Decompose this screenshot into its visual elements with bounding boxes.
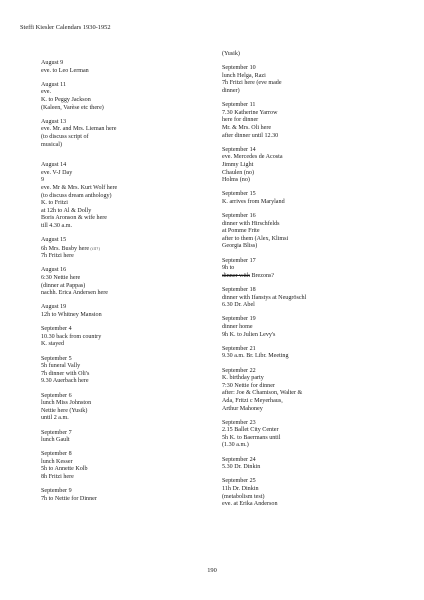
entry-line: musical) (41, 141, 62, 148)
calendar-entry (222, 287, 402, 310)
entry-line: eve. at Erika Anderson (222, 501, 278, 508)
entry-date: September 21 (222, 345, 256, 352)
entry-line: Holms (no) (222, 177, 250, 184)
entry-line: lunch Helga, Razi (222, 72, 266, 79)
entry-line: 5h to Annette Kolb (41, 466, 88, 473)
calendar-entry (222, 457, 402, 472)
calendar-entry (222, 368, 402, 414)
entry-line: 9h to (222, 265, 235, 272)
entry-line: dinner with Brezons? (222, 272, 275, 279)
entry-line: Arthur Mahoney (222, 405, 263, 412)
calendar-entry (41, 237, 221, 261)
entry-line: (dinner at Pappas) (41, 282, 86, 289)
entry-date: September 11 (222, 102, 256, 109)
calendar-entry (222, 316, 402, 339)
entry-date: August 19 (41, 304, 67, 311)
entry-line: 11h Dr. Dinkin (222, 486, 259, 493)
entry-line: 6:30 Nettie here (41, 275, 81, 282)
right-column (222, 51, 402, 515)
calendar-entry (41, 356, 221, 386)
entry-date: September 16 (222, 213, 256, 220)
entry-date: September 5 (41, 355, 72, 362)
entry-line: dinner home (222, 323, 253, 330)
entry-line: Nettie here (Yusik) (41, 407, 88, 414)
entry-line: Boris Aronson & wife here (41, 215, 108, 222)
entry-date: September 18 (222, 287, 256, 293)
entry-line: K. birthday party (222, 375, 264, 382)
entry-line: nachh. Erica Andersen here (41, 290, 108, 297)
entry-line: dinner with Ifanstys at Neugröschl (222, 294, 307, 301)
entry-line: K. to Fritzi (41, 200, 68, 207)
entry-line: dinner with Hirschfelds (222, 220, 280, 227)
calendar-entry (41, 430, 221, 445)
entry-line: eve. Mr & Mrs. Kurt Wolf here (41, 184, 118, 191)
entry-line: (metabolism test) (222, 493, 265, 500)
calendar-entry (41, 119, 221, 149)
entry-date: September 22 (222, 367, 256, 374)
entry-line: K. arrives from Maryland (222, 198, 285, 205)
calendar-entry (222, 213, 402, 251)
calendar-entry (41, 60, 221, 75)
entry-date: September 10 (222, 65, 256, 72)
entry-line: 7h dinner with Oli's (41, 370, 90, 377)
entry-line: (Kaleen, Varèse etc there) (41, 104, 104, 111)
entry-line: 9.30 a.m. Br. Libr. Meeting (222, 353, 289, 360)
left-column (41, 60, 221, 510)
entry-date: September 17 (222, 257, 256, 264)
entry-line: Ada, Fritzi c Meyerhaus, (222, 397, 283, 404)
entry-date: August 13 (41, 118, 67, 125)
entry-date: August 15 (41, 237, 67, 244)
entry-line: 5h K. to Baermans until (222, 434, 281, 441)
entry-date: September 6 (41, 392, 72, 399)
entry-line: K. stayed (41, 341, 65, 348)
entry-line: until 2 a.m. (41, 415, 69, 422)
entry-line: (to discuss script of (41, 133, 89, 140)
margin-note: (ill?) (89, 245, 101, 251)
entry-date: (Yusik) (222, 51, 240, 57)
entry-line: 7.30 Katherine Yarrow (222, 109, 278, 116)
entry-line: 2.15 Ballet City Center (222, 427, 279, 434)
entry-line: lunch Miss Johnston (41, 400, 92, 407)
calendar-entry (222, 65, 402, 95)
entry-line: here for dinner (222, 117, 259, 124)
calendar-entry (41, 304, 221, 319)
entry-line: 10.30 back from country (41, 333, 102, 340)
entry-line: 8h Fritzi here (41, 474, 74, 481)
entry-line: Georgia Bliss) (222, 243, 258, 250)
calendar-entry (41, 82, 221, 112)
entry-date: September 4 (41, 326, 72, 333)
entry-line: eve. to Leo Lerman (41, 67, 89, 74)
calendar-entry (222, 51, 402, 59)
entry-line: 7h Fritzi here (41, 253, 74, 260)
page-header: Steffi Kiesler Calendars 1930-1952 (20, 24, 111, 31)
entry-line: 7h Fritzi here (eve made (222, 80, 282, 87)
entry-line: at 12h to Al & Dolly (41, 207, 92, 214)
entry-line: eve. V-J Day (41, 169, 73, 176)
entry-line: after to them (Alex, Klimsi (222, 235, 289, 242)
entry-date: August 9 (41, 60, 64, 66)
calendar-entry (41, 267, 221, 297)
entry-date: September 7 (41, 429, 72, 436)
entry-line: after: Joe & Chamison, Walter & (222, 390, 303, 397)
calendar-entry (41, 162, 221, 230)
entry-line: 6h Mrs. Busby here (ill?) (41, 245, 101, 252)
entry-line: 9 (41, 177, 45, 184)
entry-line: eve. (41, 89, 51, 96)
calendar-entry (222, 346, 402, 361)
entry-line: Jimmy Light (222, 161, 254, 168)
calendar-entry (222, 147, 402, 185)
entry-line: till 4.30 a.m. (41, 222, 72, 229)
entry-line: (1.30 a.m.) (222, 442, 249, 449)
entry-date: August 11 (41, 81, 66, 88)
entry-date: September 9 (41, 488, 72, 495)
calendar-entry (41, 393, 221, 423)
entry-date: September 23 (222, 419, 256, 426)
entry-line: eve. Mercedes de Acosta (222, 154, 283, 161)
entry-line: Chaulen (no) (222, 169, 254, 176)
entry-line: at Pomme Frite (222, 228, 260, 235)
calendar-entry (41, 488, 221, 503)
calendar-entry (222, 258, 402, 281)
entry-line: 9.30 Auerbach here (41, 378, 89, 385)
entry-line: lunch Gault (41, 437, 70, 444)
calendar-entry (222, 102, 402, 140)
calendar-entry (41, 326, 221, 349)
entry-line: 5.30 Dr. Dinkin (222, 464, 261, 471)
entry-date: September 24 (222, 456, 256, 463)
entry-line: dinner) (222, 87, 240, 94)
entry-line: 7h to Nettie for Dinner (41, 495, 97, 502)
struck-text: dinner with (222, 272, 250, 279)
entry-line: eve. Mr. and Mrs. Lieman here (41, 126, 117, 133)
entry-date: September 19 (222, 316, 256, 323)
entry-line: (to discuss dream anthology) (41, 192, 112, 199)
entry-line: 6.30 Dr. Abel (222, 302, 255, 309)
entry-line: lunch Kesser (41, 458, 73, 465)
entry-date: September 15 (222, 191, 256, 198)
entry-line: 9h K. to Julien Levy's (222, 331, 276, 338)
entry-line: after dinner until 12.30 (222, 132, 279, 139)
page-number: 190 (207, 567, 217, 574)
entry-line: 7:30 Nettie for dinner (222, 382, 275, 389)
calendar-entry (222, 420, 402, 450)
entry-date: September 14 (222, 146, 256, 153)
entry-line: Mr. & Mrs. Oli here (222, 124, 272, 131)
entry-line: 12h to Whitney Mansion (41, 312, 102, 318)
entry-date: August 16 (41, 267, 67, 274)
entry-line: 5h funeral Vally (41, 363, 81, 370)
entry-date: September 8 (41, 451, 72, 458)
entry-line: K. to Peggy Jackson (41, 96, 91, 103)
calendar-entry (222, 478, 402, 508)
calendar-entry (41, 451, 221, 481)
calendar-entry (222, 191, 402, 206)
entry-date: August 14 (41, 162, 67, 169)
entry-date: September 25 (222, 478, 256, 485)
